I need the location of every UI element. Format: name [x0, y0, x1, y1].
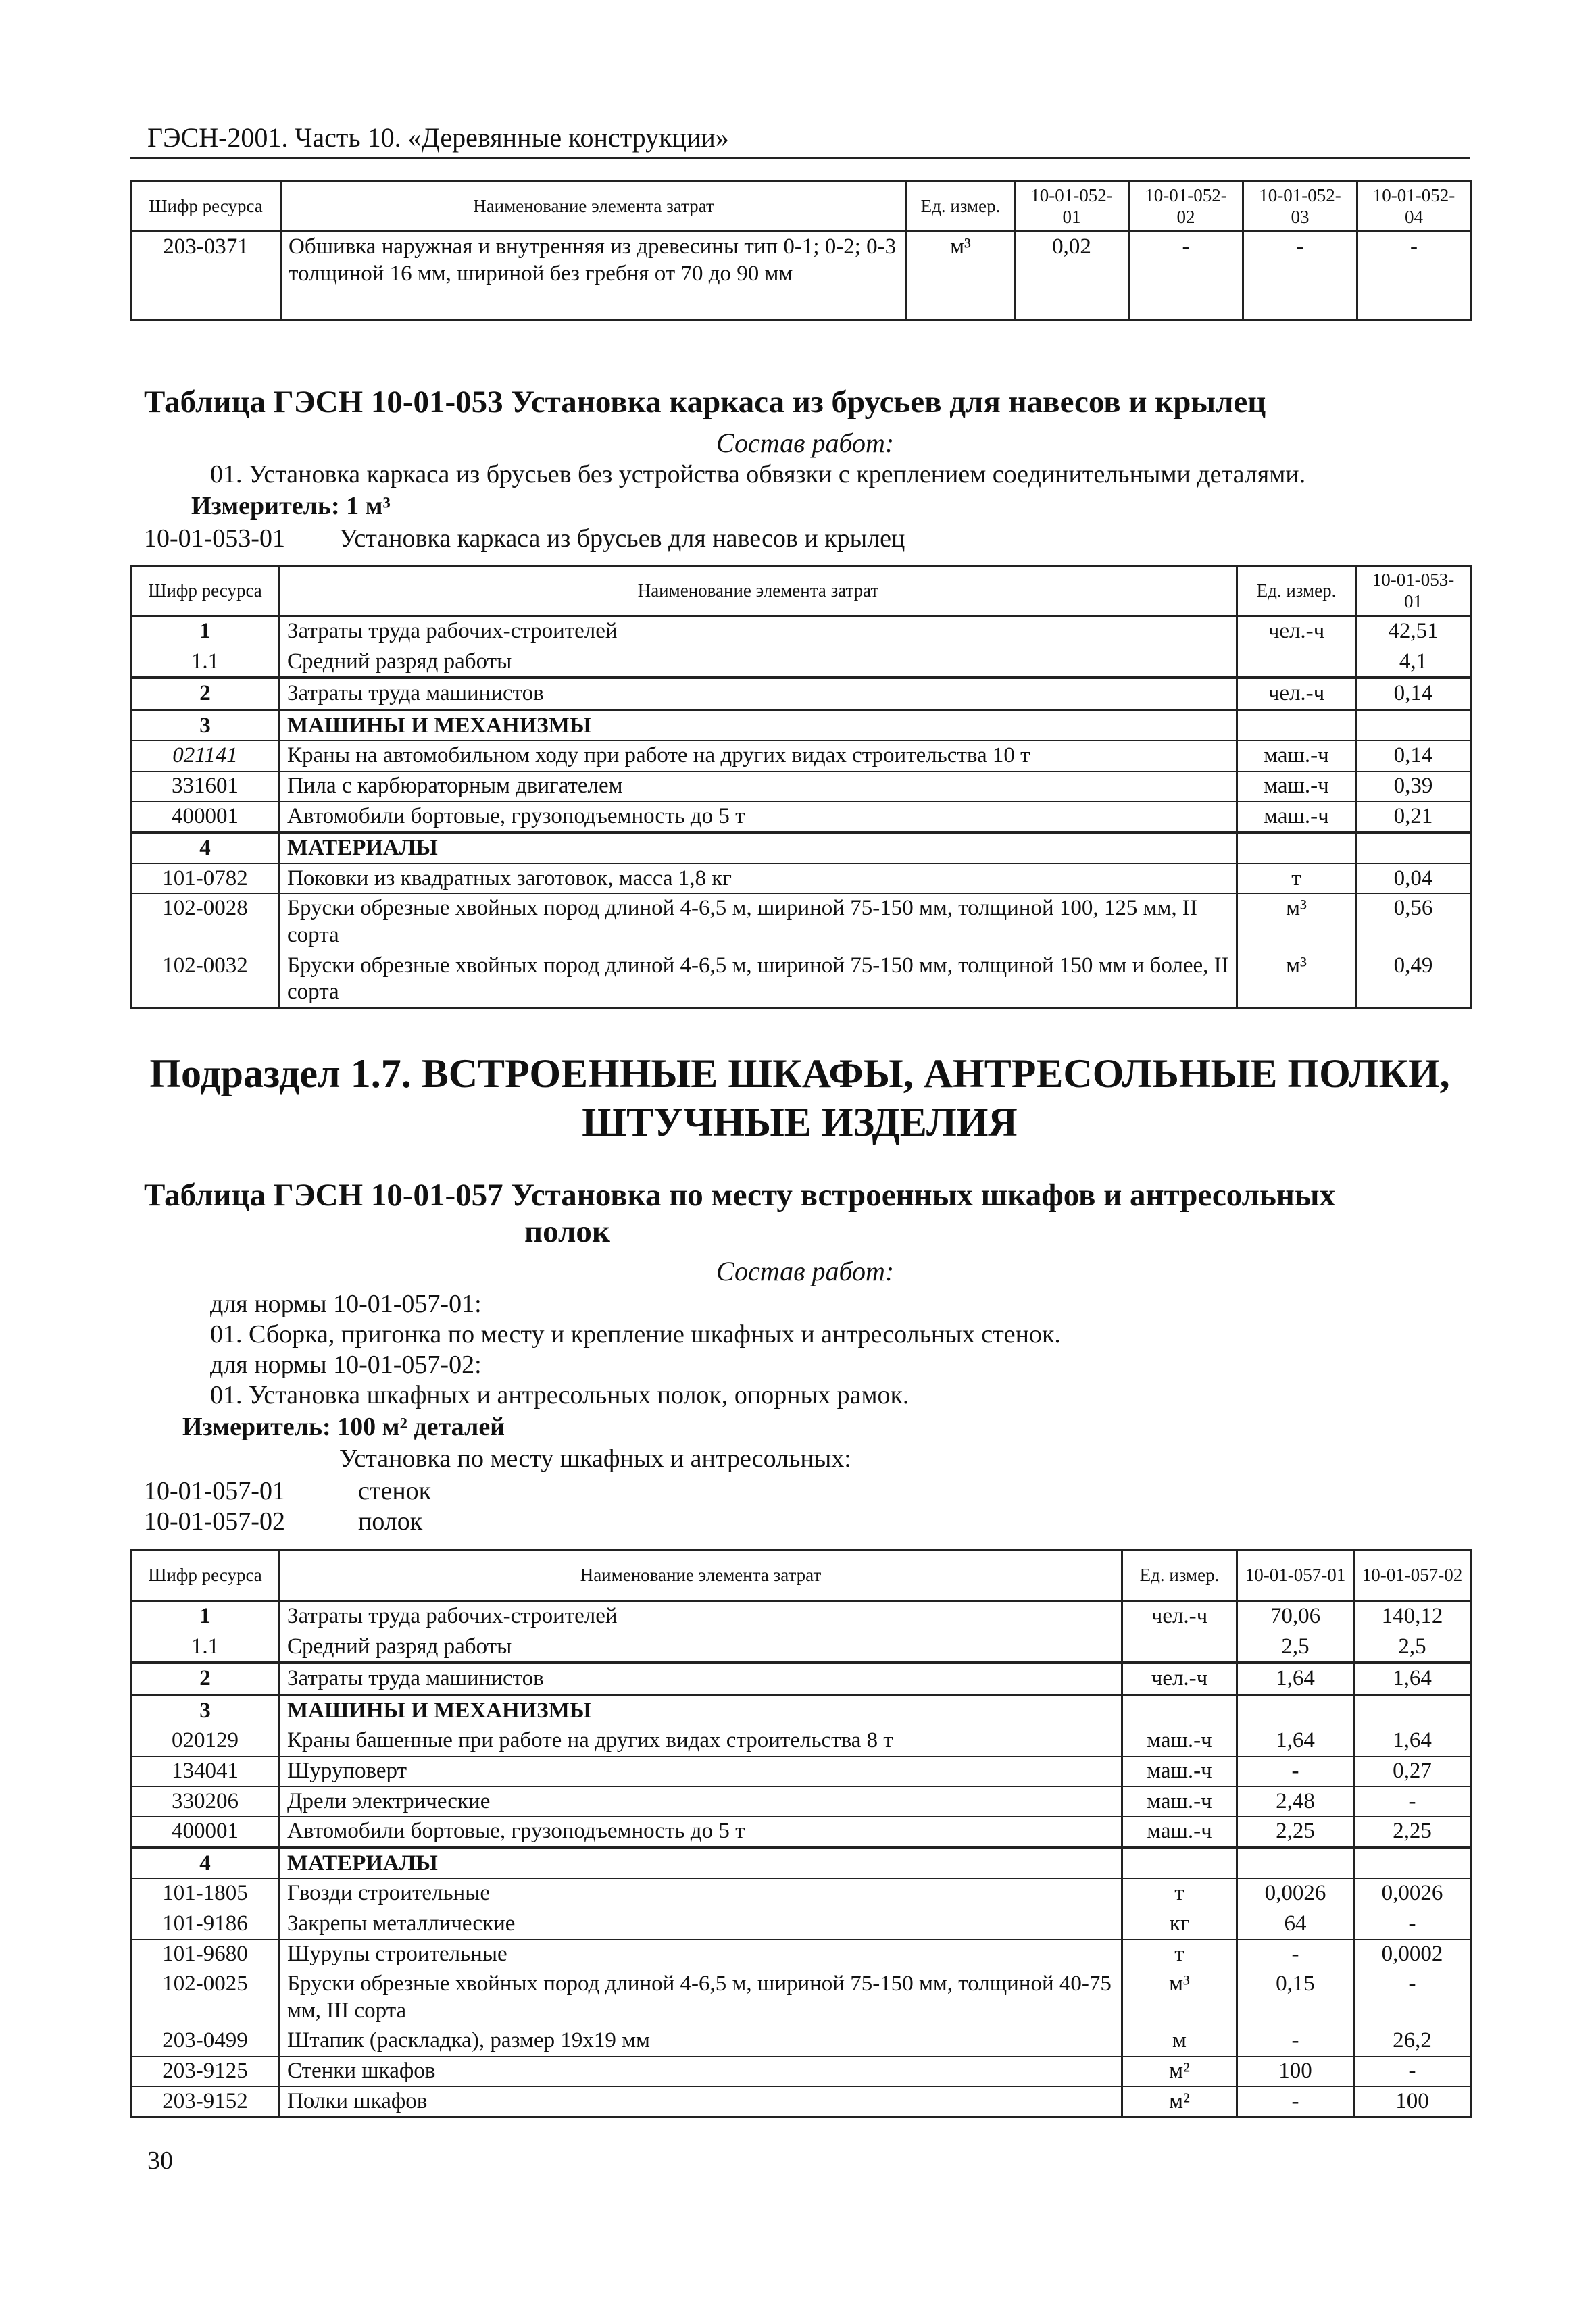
table-057-norm-name-1: стенок	[358, 1477, 432, 1505]
table-053-norm-name: Установка каркаса из брусьев для навесов и крылец	[339, 524, 905, 553]
resource-unit: м²	[1122, 2056, 1237, 2086]
table-row	[131, 1969, 1471, 2026]
table-row	[131, 1848, 1471, 1879]
col-header-name: Наименование элемента затрат	[280, 566, 1237, 616]
section-name: МАТЕРИАЛЫ	[280, 1848, 1122, 1879]
resource-code: 020129	[131, 1726, 280, 1757]
resource-code: 203-9152	[131, 2086, 280, 2117]
resource-unit: маш.-ч	[1122, 1756, 1237, 1786]
resource-unit: м²	[1122, 2086, 1237, 2117]
col-header-unit: Ед. измер.	[1122, 1550, 1237, 1601]
table-row	[131, 1663, 1471, 1695]
norm-value	[1237, 1848, 1354, 1879]
resource-unit: маш.-ч	[1122, 1726, 1237, 1757]
table-057-work-1: 01. Сборка, пригонка по месту и крепление шкафных и антресольных стенок.	[210, 1320, 1061, 1349]
col-header-norm: 10-01-052-03	[1243, 182, 1357, 232]
resource-name: Стенки шкафов	[280, 2056, 1122, 2086]
table-052	[130, 180, 1472, 321]
norm-value: -	[1237, 1939, 1354, 1969]
table-row	[131, 951, 1471, 1008]
norm-value: 2,25	[1237, 1817, 1354, 1848]
norm-value: -	[1237, 2086, 1354, 2117]
resource-code: 3	[131, 1695, 280, 1726]
resource-unit	[1122, 1695, 1237, 1726]
table-057-title: Таблица ГЭСН 10-01-057 Установка по месту встроенных шкафов и антресольных	[144, 1178, 1336, 1213]
table-057-norm-code-1: 10-01-057-01	[144, 1477, 285, 1505]
resource-code: 2	[131, 678, 280, 710]
norm-value: 2,48	[1237, 1786, 1354, 1817]
resource-unit: маш.-ч	[1122, 1817, 1237, 1848]
table-row	[131, 1632, 1471, 1663]
table-row	[131, 1817, 1471, 1848]
table-row	[131, 863, 1471, 894]
resource-unit: маш.-ч	[1122, 1786, 1237, 1817]
table-057-work-2: 01. Установка шкафных и антресольных полок, опорных рамок.	[210, 1381, 909, 1409]
norm-value: -	[1243, 232, 1357, 320]
resource-unit	[1122, 1632, 1237, 1663]
table-row	[131, 616, 1471, 647]
norm-value: 2,5	[1237, 1632, 1354, 1663]
col-header-norm: 10-01-057-02	[1354, 1550, 1471, 1601]
norm-value: 4,1	[1356, 647, 1471, 678]
norm-value	[1356, 710, 1471, 741]
norm-value: 0,27	[1354, 1756, 1471, 1786]
norm-value	[1237, 1695, 1354, 1726]
resource-unit	[1237, 647, 1356, 678]
resource-name: Дрели электрические	[280, 1786, 1122, 1817]
resource-code: 400001	[131, 801, 280, 832]
table-057-norm-code-2: 10-01-057-02	[144, 1507, 285, 1536]
col-header-unit: Ед. измер.	[907, 182, 1015, 232]
resource-name: Затраты труда машинистов	[280, 678, 1237, 710]
table-row	[131, 710, 1471, 741]
table-057-norm-name-2: полок	[358, 1507, 423, 1536]
section-name: МАШИНЫ И МЕХАНИЗМЫ	[280, 1695, 1122, 1726]
norm-value: -	[1354, 1969, 1471, 2026]
resource-unit: м	[1122, 2026, 1237, 2057]
norm-value: 100	[1237, 2056, 1354, 2086]
header-rule	[130, 157, 1470, 159]
resource-name: Поковки из квадратных заготовок, масса 1,8 кг	[280, 863, 1237, 894]
resource-code: 4	[131, 832, 280, 863]
resource-name: Гвозди строительные	[280, 1879, 1122, 1909]
resource-unit: чел.-ч	[1237, 678, 1356, 710]
section-name: МАТЕРИАЛЫ	[280, 832, 1237, 863]
resource-code: 1.1	[131, 1632, 280, 1663]
resource-name: Средний разряд работы	[280, 1632, 1122, 1663]
subsection-title-line2: ШТУЧНЫЕ ИЗДЕЛИЯ	[582, 1100, 1018, 1145]
table-057-sostav: Состав работ:	[716, 1256, 895, 1286]
table-053-work: 01. Установка каркаса из брусьев без устройства обвязки с креплением соединительными деталями.	[210, 460, 1306, 488]
table-053-measure: Измеритель: 1 м³	[191, 492, 391, 520]
resource-code: 021141	[131, 741, 280, 772]
norm-value: 140,12	[1354, 1601, 1471, 1632]
norm-value: 0,14	[1356, 678, 1471, 710]
table-057-for-norm-2: для нормы 10-01-057-02:	[210, 1351, 482, 1379]
resource-code: 102-0028	[131, 894, 280, 951]
norm-value: 1,64	[1237, 1726, 1354, 1757]
resource-name: Краны на автомобильном ходу при работе на других видах строительства 10 т	[280, 741, 1237, 772]
resource-name: Пила с карбюраторным двигателем	[280, 771, 1237, 801]
resource-code: 101-9186	[131, 1909, 280, 1939]
table-053	[130, 565, 1472, 1009]
table-row	[131, 771, 1471, 801]
resource-code: 331601	[131, 771, 280, 801]
table-row	[131, 2056, 1471, 2086]
resource-code: 101-0782	[131, 863, 280, 894]
table-row	[131, 1601, 1471, 1632]
resource-name: Автомобили бортовые, грузоподъемность до 5 т	[280, 1817, 1122, 1848]
norm-value: 1,64	[1237, 1663, 1354, 1695]
norm-value: 64	[1237, 1909, 1354, 1939]
table-row	[131, 647, 1471, 678]
norm-value: -	[1354, 2056, 1471, 2086]
norm-value: 70,06	[1237, 1601, 1354, 1632]
table-row	[131, 2026, 1471, 2057]
table-row	[131, 2086, 1471, 2117]
resource-unit: чел.-ч	[1237, 616, 1356, 647]
norm-value: 0,02	[1015, 232, 1129, 320]
col-header-norm: 10-01-057-01	[1237, 1550, 1354, 1601]
table-057-intro: Установка по месту шкафных и антресольных:	[339, 1444, 851, 1473]
resource-name: Обшивка наружная и внутренняя из древесины тип 0-1; 0-2; 0-3 толщиной 16 мм, шириной без гребня от 70 до 90 мм	[281, 232, 907, 320]
resource-code: 330206	[131, 1786, 280, 1817]
norm-value	[1356, 832, 1471, 863]
table-row	[131, 1726, 1471, 1757]
resource-unit	[1237, 710, 1356, 741]
col-header-norm: 10-01-052-01	[1015, 182, 1129, 232]
norm-value: 0,0026	[1237, 1879, 1354, 1909]
resource-unit: чел.-ч	[1122, 1663, 1237, 1695]
resource-unit: м³	[1122, 1969, 1237, 2026]
col-header-name: Наименование элемента затрат	[280, 1550, 1122, 1601]
norm-value	[1354, 1695, 1471, 1726]
table-053-sostav: Состав работ:	[716, 428, 895, 458]
resource-code: 203-9125	[131, 2056, 280, 2086]
resource-unit: маш.-ч	[1237, 741, 1356, 772]
resource-unit: маш.-ч	[1237, 801, 1356, 832]
resource-unit: маш.-ч	[1237, 771, 1356, 801]
resource-name: Бруски обрезные хвойных пород длиной 4-6,5 м, шириной 75-150 мм, толщиной 40-75 мм, III сорта	[280, 1969, 1122, 2026]
norm-value: 1,64	[1354, 1726, 1471, 1757]
table-row	[131, 832, 1471, 863]
table-row	[131, 678, 1471, 710]
norm-value: -	[1354, 1786, 1471, 1817]
page-header: ГЭСН-2001. Часть 10. «Деревянные конструкции»	[147, 122, 729, 153]
resource-name: Бруски обрезные хвойных пород длиной 4-6,5 м, шириной 75-150 мм, толщиной 100, 125 мм, II сорта	[280, 894, 1237, 951]
resource-code: 101-1805	[131, 1879, 280, 1909]
table-057-for-norm-1: для нормы 10-01-057-01:	[210, 1290, 482, 1318]
resource-name: Шурупы строительные	[280, 1939, 1122, 1969]
resource-unit	[1122, 1848, 1237, 1879]
resource-code: 2	[131, 1663, 280, 1695]
resource-unit: т	[1122, 1939, 1237, 1969]
table-row	[131, 894, 1471, 951]
norm-value: -	[1237, 2026, 1354, 2057]
table-057-measure: Измеритель: 100 м² деталей	[182, 1413, 505, 1441]
norm-value: -	[1357, 232, 1471, 320]
col-header-norm: 10-01-052-04	[1357, 182, 1471, 232]
table-row	[131, 1939, 1471, 1969]
norm-value: 0,0026	[1354, 1879, 1471, 1909]
col-header-norm: 10-01-053-01	[1356, 566, 1471, 616]
table-row	[131, 1909, 1471, 1939]
norm-value: 0,15	[1237, 1969, 1354, 2026]
resource-code: 4	[131, 1848, 280, 1879]
resource-code: 134041	[131, 1756, 280, 1786]
resource-code: 1	[131, 1601, 280, 1632]
norm-value: 1,64	[1354, 1663, 1471, 1695]
col-header-code: Шифр ресурса	[131, 1550, 280, 1601]
norm-value: 0,39	[1356, 771, 1471, 801]
resource-code: 400001	[131, 1817, 280, 1848]
norm-value: 0,04	[1356, 863, 1471, 894]
table-row	[131, 741, 1471, 772]
resource-unit: м³	[1237, 894, 1356, 951]
table-row	[131, 1695, 1471, 1726]
resource-name: Затраты труда машинистов	[280, 1663, 1122, 1695]
table-057	[130, 1549, 1472, 2118]
resource-code: 203-0499	[131, 2026, 280, 2057]
resource-name: Шуруповерт	[280, 1756, 1122, 1786]
resource-unit: м³	[1237, 951, 1356, 1008]
norm-value: 0,0002	[1354, 1939, 1471, 1969]
table-row	[131, 1786, 1471, 1817]
norm-value: 26,2	[1354, 2026, 1471, 2057]
col-header-code: Шифр ресурса	[131, 566, 280, 616]
resource-code: 1.1	[131, 647, 280, 678]
resource-code: 102-0025	[131, 1969, 280, 2026]
norm-value: 100	[1354, 2086, 1471, 2117]
resource-name: Штапик (раскладка), размер 19x19 мм	[280, 2026, 1122, 2057]
norm-value: 0,21	[1356, 801, 1471, 832]
resource-code: 101-9680	[131, 1939, 280, 1969]
norm-value: 0,49	[1356, 951, 1471, 1008]
table-057-title-cont: полок	[524, 1214, 610, 1249]
resource-name: Средний разряд работы	[280, 647, 1237, 678]
resource-code: 102-0032	[131, 951, 280, 1008]
norm-value: 0,14	[1356, 741, 1471, 772]
norm-value: 2,25	[1354, 1817, 1471, 1848]
table-053-norm-code: 10-01-053-01	[144, 524, 285, 553]
resource-unit: м³	[907, 232, 1015, 320]
page-number: 30	[147, 2146, 173, 2175]
norm-value: -	[1129, 232, 1243, 320]
resource-unit: чел.-ч	[1122, 1601, 1237, 1632]
subsection-title-line1: Подраздел 1.7. ВСТРОЕННЫЕ ШКАФЫ, АНТРЕСОЛЬНЫЕ ПОЛКИ,	[149, 1051, 1450, 1096]
resource-code: 203-0371	[131, 232, 281, 320]
resource-code: 3	[131, 710, 280, 741]
resource-name: Закрепы металлические	[280, 1909, 1122, 1939]
norm-value: 2,5	[1354, 1632, 1471, 1663]
table-row	[131, 1756, 1471, 1786]
resource-unit: т	[1122, 1879, 1237, 1909]
table-row	[131, 801, 1471, 832]
norm-value: 42,51	[1356, 616, 1471, 647]
resource-name: Полки шкафов	[280, 2086, 1122, 2117]
resource-code: 1	[131, 616, 280, 647]
resource-name: Бруски обрезные хвойных пород длиной 4-6,5 м, шириной 75-150 мм, толщиной 150 мм и более, II сорта	[280, 951, 1237, 1008]
norm-value: 0,56	[1356, 894, 1471, 951]
resource-name: Автомобили бортовые, грузоподъемность до 5 т	[280, 801, 1237, 832]
col-header-norm: 10-01-052-02	[1129, 182, 1243, 232]
norm-value	[1354, 1848, 1471, 1879]
table-row	[131, 1879, 1471, 1909]
resource-unit: т	[1237, 863, 1356, 894]
table-053-title: Таблица ГЭСН 10-01-053 Установка каркаса из брусьев для навесов и крылец	[144, 384, 1266, 420]
norm-value: -	[1354, 1909, 1471, 1939]
resource-unit: кг	[1122, 1909, 1237, 1939]
col-header-code: Шифр ресурса	[131, 182, 281, 232]
table-row	[131, 232, 1471, 320]
norm-value: -	[1237, 1756, 1354, 1786]
section-name: МАШИНЫ И МЕХАНИЗМЫ	[280, 710, 1237, 741]
resource-unit	[1237, 832, 1356, 863]
col-header-name: Наименование элемента затрат	[281, 182, 907, 232]
resource-name: Затраты труда рабочих-строителей	[280, 616, 1237, 647]
resource-name: Затраты труда рабочих-строителей	[280, 1601, 1122, 1632]
col-header-unit: Ед. измер.	[1237, 566, 1356, 616]
resource-name: Краны башенные при работе на других видах строительства 8 т	[280, 1726, 1122, 1757]
